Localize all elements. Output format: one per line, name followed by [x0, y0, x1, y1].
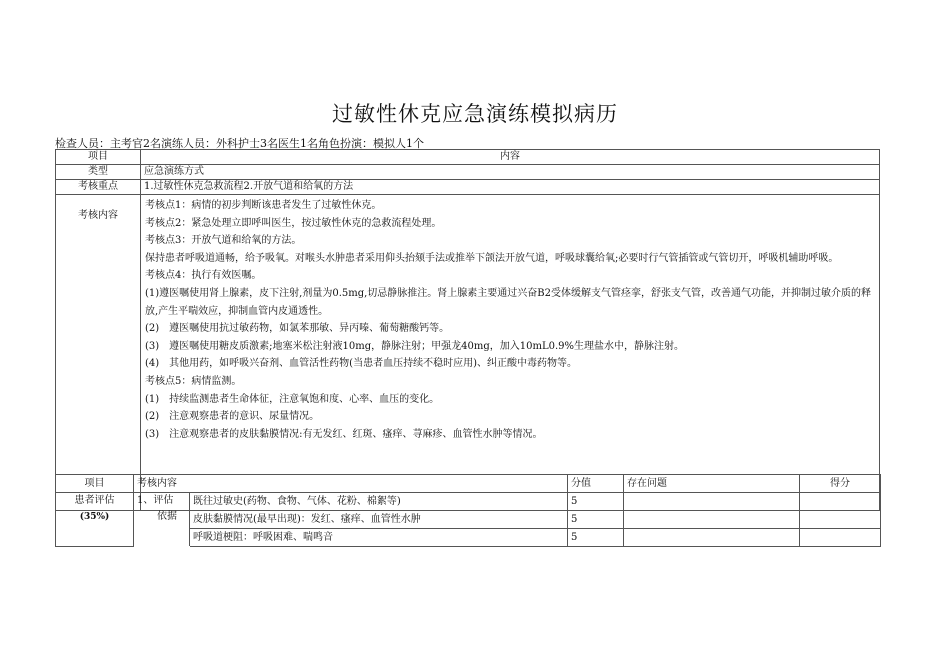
- got-cell: [800, 529, 881, 547]
- criterion-text: 既往过敏史(药物、食物、气体、花粉、棉絮等): [190, 493, 568, 511]
- type-value: 应急演练方式: [141, 165, 880, 180]
- got-cell: [800, 493, 881, 511]
- content-lines: [145, 197, 875, 508]
- issue-cell: [624, 511, 800, 529]
- criterion-score: 5: [568, 529, 624, 547]
- type-row: [56, 165, 880, 180]
- score-header-row: [56, 475, 881, 493]
- section-cell: [56, 493, 134, 547]
- content-line: (2) 遵医嘱使用抗过敏药物，如氯苯那敏、异丙嗪、葡萄糖酸钙等。: [145, 323, 450, 335]
- content-row: [56, 195, 880, 511]
- content-line: (3) 遵医嘱使用糖皮质激素;地塞米松注射液10mg，静脉注射；甲强龙40mg，加入10mL0.9%生理盐水中，静脉注射。: [145, 340, 685, 352]
- content-line: 考核点4：执行有效医嘱。: [145, 270, 262, 282]
- score-table: [55, 474, 881, 547]
- content-cell: [141, 195, 880, 511]
- staff-line: 检查人员：主考官2名演练人员：外科护士3名医生1名角色扮演：模拟人1个: [55, 137, 424, 150]
- criterion-text: 呼吸道梗阻：呼吸困难、喘鸣音: [190, 529, 568, 547]
- sub-label: 1、评估: [137, 495, 174, 506]
- got-cell: [800, 511, 881, 529]
- criterion-score: 5: [568, 493, 624, 511]
- sub-label-cell: [134, 493, 190, 547]
- score-header-item: 项目: [56, 475, 134, 493]
- table-row: [56, 493, 881, 511]
- score-header-issue: 存在问题: [624, 475, 800, 493]
- page-title: 过敏性休克应急演练模拟病历: [332, 102, 618, 126]
- content-line: 考核点5：病情监测。: [145, 375, 242, 387]
- table-header-row: [56, 150, 880, 165]
- content-line: (1) 持续监测患者生命体征，注意氧饱和度、心率、血压的变化。: [145, 393, 440, 405]
- focus-row: [56, 180, 880, 195]
- issue-cell: [624, 529, 800, 547]
- criterion-score: 5: [568, 511, 624, 529]
- focus-label: 考核重点: [56, 180, 141, 195]
- score-header-got: 得分: [800, 475, 881, 493]
- score-header-content: 考核内容: [134, 475, 568, 493]
- score-header-score: 分值: [568, 475, 624, 493]
- content-line: 考核点1：病情的初步判断该患者发生了过敏性休克。: [145, 200, 382, 211]
- content-line: 考核点2：紧急处理立即呼叫医生，按过敏性休克的急救流程处理。: [145, 217, 442, 229]
- type-label: 类型: [56, 165, 141, 180]
- content-line: (4) 其他用药，如呼吸兴奋剂、血管活性药物(当患者血压持续不稳时应用)、纠正酸中毒药物等。: [145, 358, 577, 370]
- content-line: (1)遵医嘱使用肾上腺素，皮下注射,剂量为0.5mg,切忌静脉推注。肾上腺素主要通过兴奋B2受体缓解支气管痉挛，舒张支气管，改善通气功能，并抑制过敏介质的释放,产生平喘效应，抑制血管内皮通透性。: [145, 287, 872, 317]
- issue-cell: [624, 493, 800, 511]
- header-content: 内容: [141, 150, 880, 165]
- content-line: (2) 注意观察患者的意识、尿量情况。: [145, 411, 320, 423]
- content-line: 考核点3：开放气道和给氧的方法。: [145, 235, 302, 247]
- content-label: 考核内容: [56, 195, 141, 511]
- drill-info-table: [55, 149, 880, 511]
- content-line: (3) 注意观察患者的皮肤黏膜情况:有无发红、红斑、瘙痒、荨麻疹、血管性水肿等情况。: [145, 428, 543, 440]
- content-line: 保持患者呼吸道通畅，给予吸氧。对喉头水肿患者采用仰头抬颏手法或推举下颌法开放气道，呼吸球囊给氧;必要时行气管插管或气管切开，呼吸机辅助呼吸。: [145, 252, 839, 264]
- section-percent: (35%): [79, 512, 110, 522]
- sub-label-2: 依据: [157, 511, 177, 522]
- criterion-text: 皮肤黏膜情况(最早出现)：发红、瘙痒、血管性水肿: [190, 511, 568, 529]
- focus-value: 1.过敏性休克急救流程2.开放气道和给氧的方法: [141, 180, 880, 195]
- header-item: 项目: [56, 150, 141, 165]
- section-label: 患者评估: [74, 495, 115, 506]
